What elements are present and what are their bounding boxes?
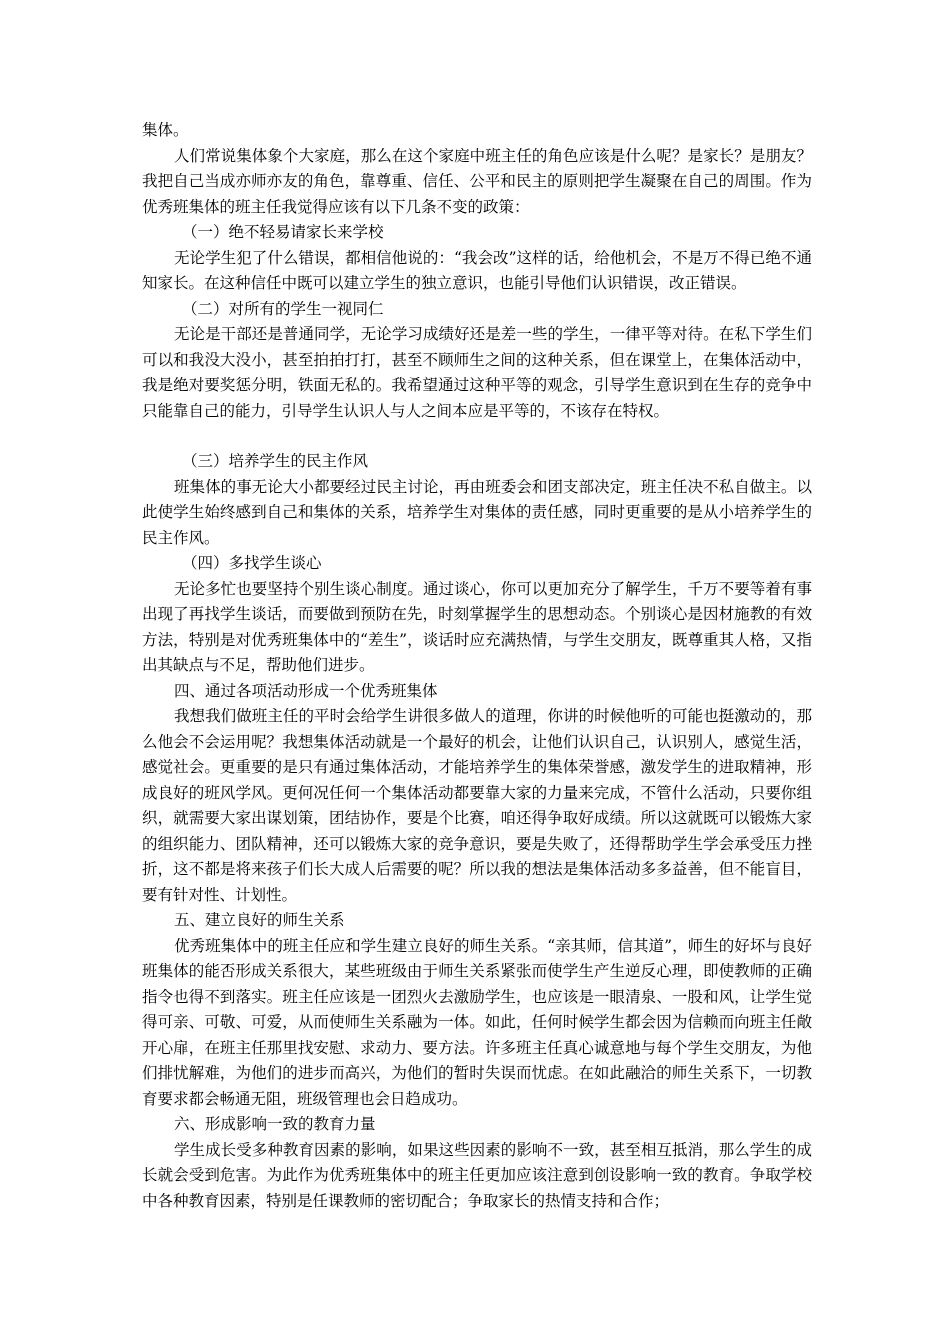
paragraph-2: 无论是干部还是普通同学，无论学习成绩好还是差一些的学生，一律平等对待。在私下学生们可以和我没大没小，甚至拍拍打打，甚至不顾师生之间的这种关系，但在课堂上，在集体活动中，我是绝对要奖惩分明，铁面无私的。我希望通过这种平等的观念，引导学生意识到在生存的竞争中只能靠自己的能力，引导学生认识人与人之间本应是平等的，不该存在特权。 (142, 325, 812, 420)
paragraph-4: 无论多忙也要坚持个别生谈心制度。通过谈心，你可以更加充分了解学生，千万不要等着有事出现了再找学生谈话，而要做到预防在先，时刻掌握学生的思想动态。个别谈心是因材施教的有效方法，特别是对优秀班集体中的“差生”，谈话时应充满热情，与学生交朋友，既尊重其人格，又指出其缺点与不足，帮助他们进步。 (142, 579, 812, 674)
paragraph-section-5: 优秀班集体中的班主任应和学生建立良好的师生关系。“亲其师，信其道”，师生的好坏与良好班集体的能否形成关系很大，某些班级由于师生关系紧张而使学生产生逆反心理，即使教师的正确指令也得不到落实。班主任应该是一团烈火去激励学生，也应该是一眼清泉、一股和风，让学生觉得可亲、可敬、可爱，从而使师生关系融为一体。如此，任何时候学生都会因为信赖而向班主任敞开心扉，在班主任那里找安慰、求动力、要方法。许多班主任真心诚意地与每个学生交朋友，为他们排忧解难，为他们的进步而高兴，为他们的暂时失误而忧虑。在如此融洽的师生关系下，一切教育要求都会畅通无阻，班级管理也会日趋成功。 (142, 936, 812, 1108)
paragraph-section-4: 我想我们做班主任的平时会给学生讲很多做人的道理，你讲的时候他听的可能也挺激动的，那么他会不会运用呢？我想集体活动就是一个最好的机会，让他们认识自己，认识别人，感觉生活，感觉社会。更重要的是只有通过集体活动，才能培养学生的集体荣誉感，激发学生的进取精神，形成良好的班风学风。更何况任何一个集体活动都要靠大家的力量来完成，不管什么活动，只要你组织，就需要大家出谋划策，团结协作，要是个比赛，咱还得争取好成绩。所以这就既可以锻炼大家的组织能力、团队精神，还可以锻炼大家的竞争意识，要是失败了，还得帮助学生学会承受压力挫折，这不都是将来孩子们长大成人后需要的呢？所以我的想法是集体活动多多益善，但不能盲目，要有针对性、计划性。 (142, 707, 812, 904)
section-heading-4: 四、通过各项活动形成一个优秀班集体 (174, 681, 438, 700)
paragraph-3: 班集体的事无论大小都要经过民主讨论，再由班委会和团支部决定，班主任决不私自做主。以此使学生始终感到自己和集体的关系，培养学生对集体的责任感，同时更重要的是从小培养学生的民主作风。 (142, 477, 812, 547)
subheading-3: （三）培养学生的民主作风 (182, 452, 369, 470)
subheading-4: （四）多找学生谈心 (182, 554, 322, 572)
subheading-1: （一）绝不轻易请家长来学校 (182, 223, 384, 241)
document-body (142, 118, 812, 1214)
paragraph-1: 无论学生犯了什么错误，都相信他说的：“我会改”这样的话，给他机会，不是万不得已绝不通知家长。在这种信任中既可以建立学生的独立意识，也能引导他们认识错误，改正错误。 (142, 248, 812, 292)
paragraph-intro: 人们常说集体象个大家庭，那么在这个家庭中班主任的角色应该是什么呢？是家长？是朋友？我把自己当成亦师亦友的角色，靠尊重、信任、公平和民主的原则把学生凝聚在自己的周围。作为优秀班集体的班主任我觉得应该有以下几条不变的政策： (142, 146, 812, 216)
section-heading-6: 六、形成影响一致的教育力量 (174, 1115, 376, 1133)
paragraph-section-6: 学生成长受多种教育因素的影响，如果这些因素的影响不一致，甚至相互抵消，那么学生的成长就会受到危害。为此作为优秀班集体中的班主任更加应该注意到创设影响一致的教育。争取学校中各种教育因素，特别是任课教师的密切配合；争取家长的热情支持和合作； (142, 1140, 812, 1210)
paragraph-continuation: 集体。 (142, 121, 189, 139)
subheading-2: （二）对所有的学生一视同仁 (182, 299, 384, 318)
blank-line (142, 424, 812, 449)
section-heading-5: 五、建立良好的师生关系 (174, 911, 345, 929)
